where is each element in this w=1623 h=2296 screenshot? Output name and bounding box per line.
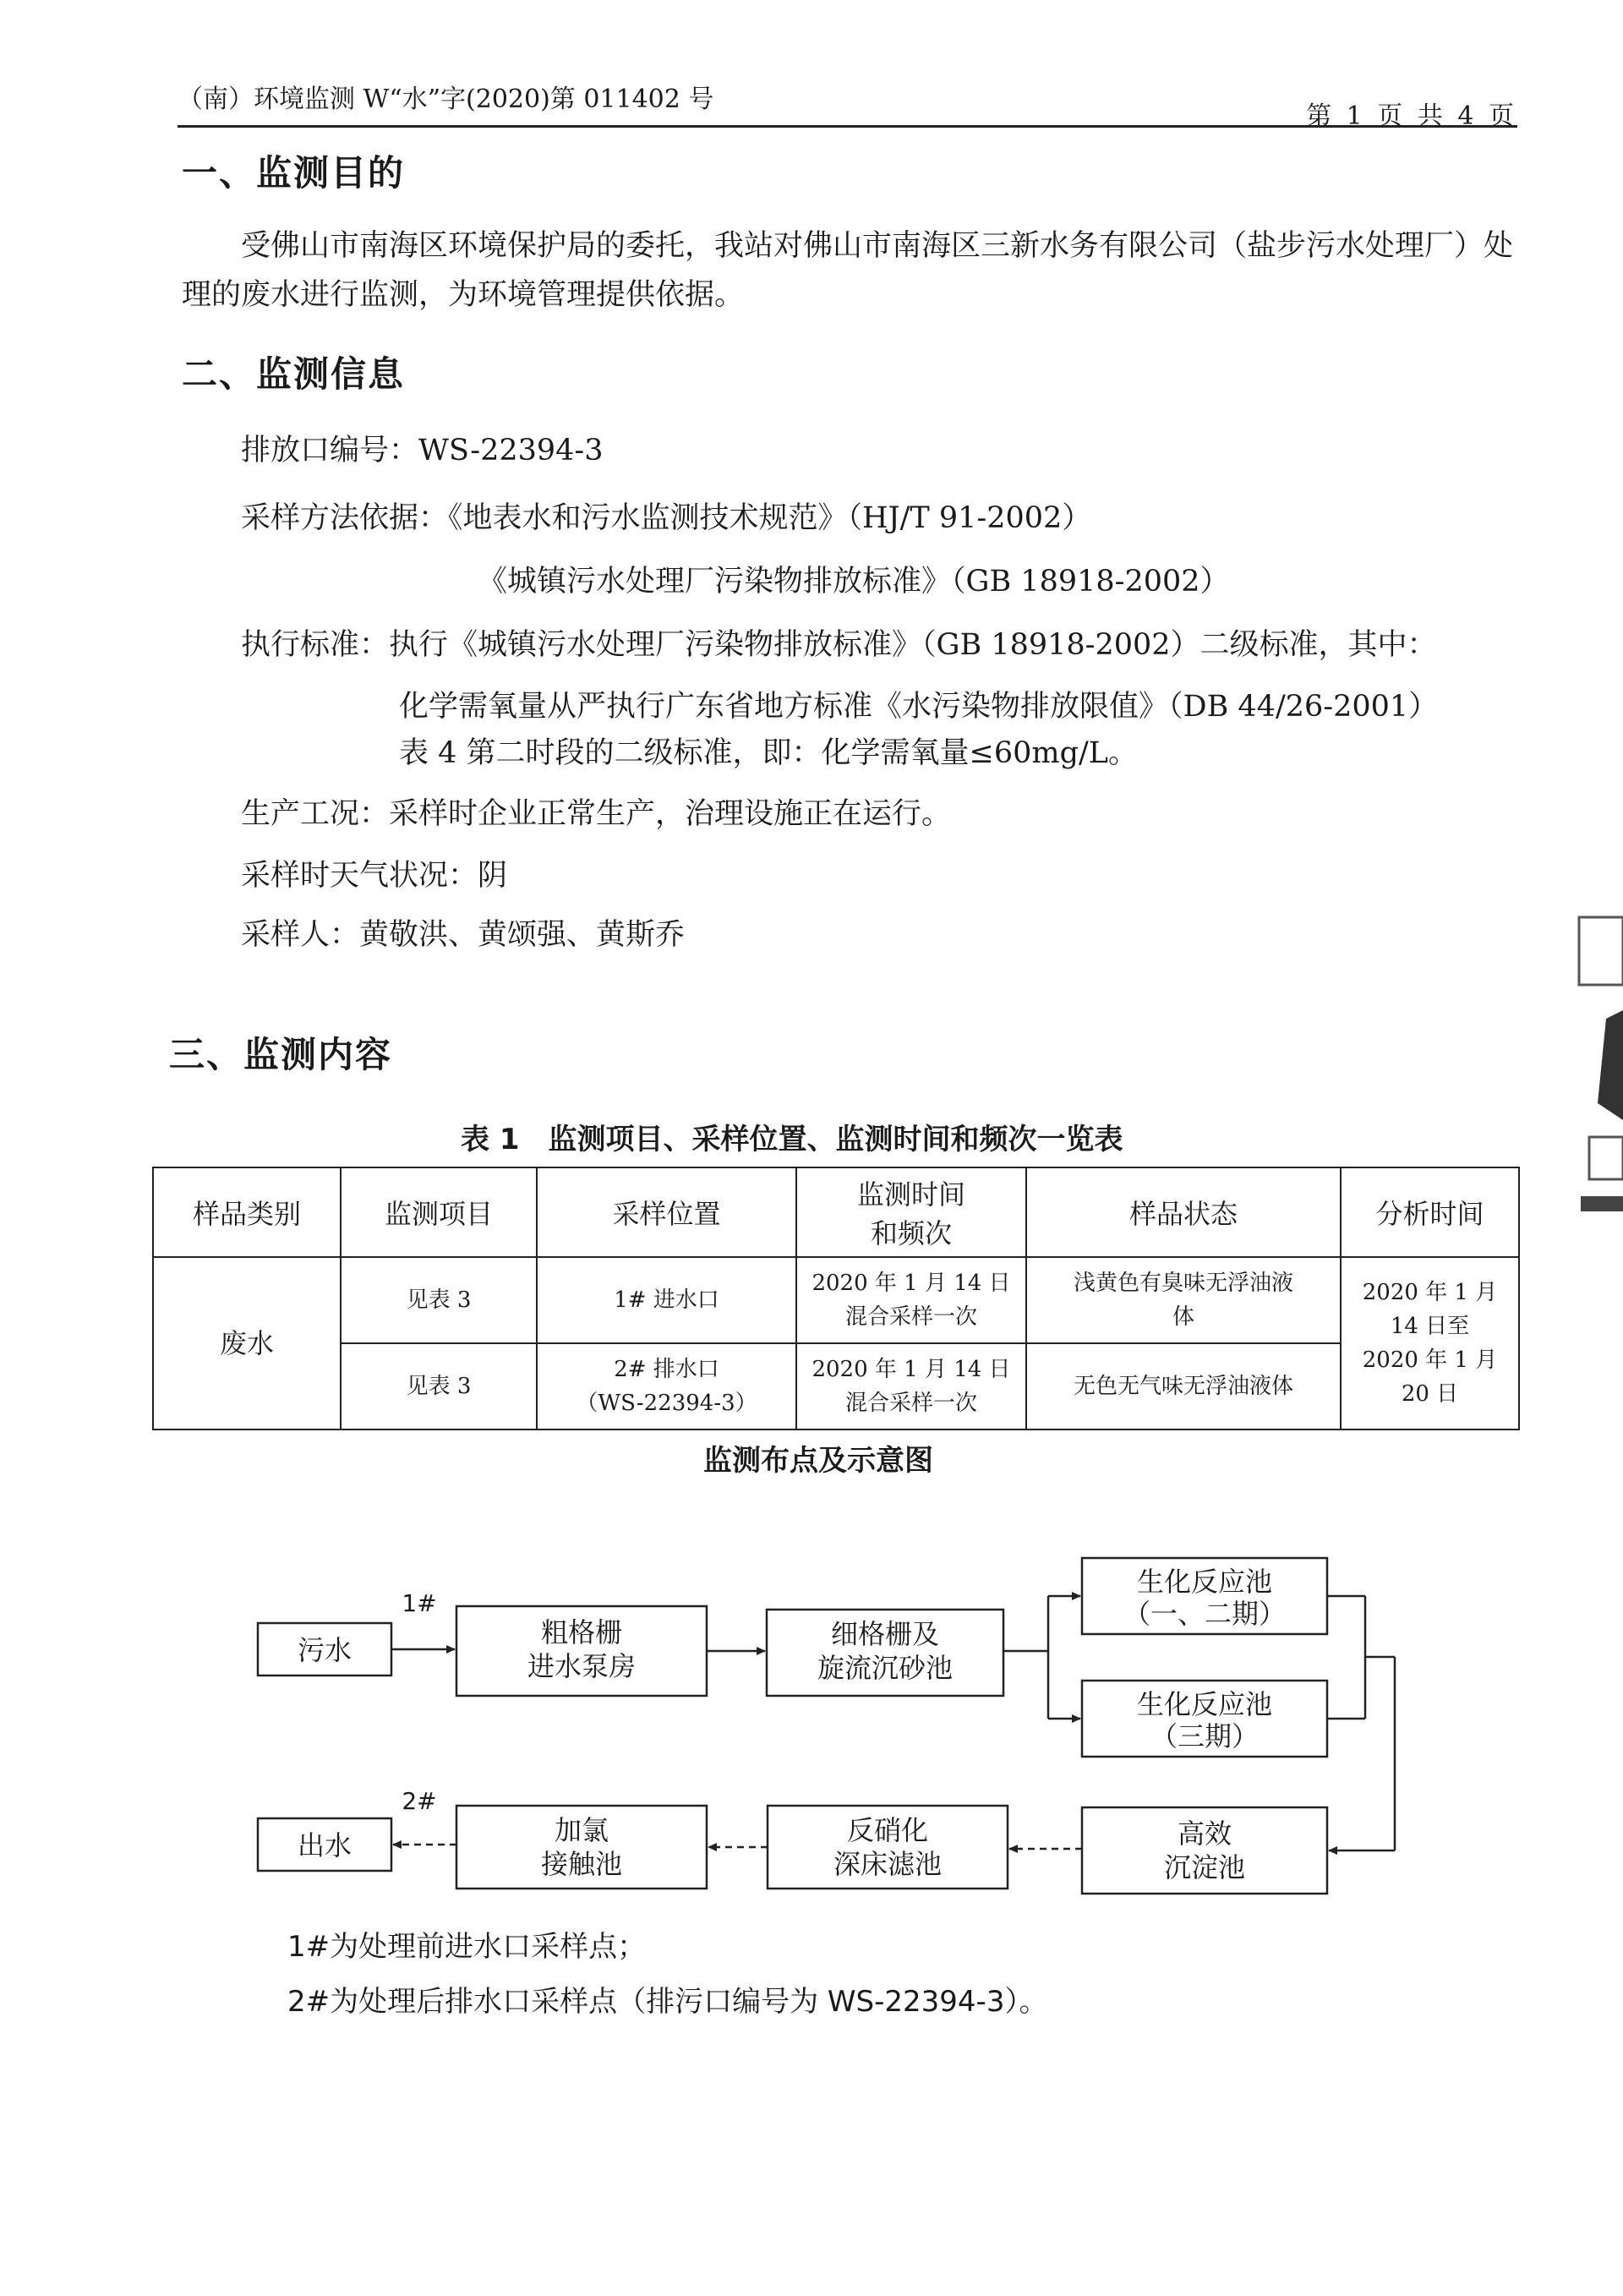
node-bio2-line1: 生化反应池 <box>1136 1688 1273 1720</box>
analysis-line1: 2020 年 1 月 14 日至 <box>1362 1280 1498 1339</box>
node-coarse-line1: 粗格栅 <box>540 1616 623 1648</box>
node-chlor-line1: 加氯 <box>554 1814 609 1846</box>
node-sewage: 污水 <box>297 1634 352 1666</box>
location-cell: 1# 进水口 <box>537 1257 796 1343</box>
standard-text-1: 执行《城镇污水处理厂污染物排放标准》（GB 18918-2002）二级标准，其中： <box>389 628 1437 662</box>
note-point-1: 1#为处理前进水口采样点； <box>287 1930 647 1964</box>
node-denit-line2: 深床滤池 <box>833 1848 943 1880</box>
section3-title: 三、监测内容 <box>169 1034 393 1075</box>
location-line1: 2# 排水口 <box>614 1357 719 1382</box>
node-bio1-line1: 生化反应池 <box>1136 1566 1273 1598</box>
header-location: 采样位置 <box>537 1167 796 1257</box>
header-category: 样品类别 <box>153 1167 341 1257</box>
sampling-basis-2: 《城镇污水处理厂污染物排放标准》（GB 18918-2002） <box>478 565 1230 599</box>
table-caption: 表 1 监测项目、采样位置、监测时间和频次一览表 <box>461 1123 1123 1156</box>
header-item: 监测项目 <box>341 1167 537 1257</box>
node-outflow: 出水 <box>297 1829 352 1861</box>
header-analysis-time: 分析时间 <box>1341 1167 1519 1257</box>
section1-title: 一、监测目的 <box>182 152 406 194</box>
state-cell: 无色无气味无浮油液体 <box>1026 1343 1341 1430</box>
node-bio2-line2: （三期） <box>1150 1720 1260 1752</box>
sampling-basis-1: 《地表水和污水监测技术规范》（HJ/T 91-2002） <box>448 501 1092 535</box>
note-point-2: 2#为处理后排水口采样点（排污口编号为 WS-22394-3）。 <box>287 1985 1048 2019</box>
time-line1: 2020 年 1 月 14 日 <box>812 1357 1011 1382</box>
location-line2: （WS-22394-3） <box>576 1391 757 1416</box>
section2-title: 二、监测信息 <box>182 353 406 395</box>
diagram-title: 监测布点及示意图 <box>703 1444 933 1478</box>
samplers-label: 采样人： <box>241 918 360 952</box>
samplers-value: 黄敬洪、黄颂强、黄斯乔 <box>359 918 686 952</box>
section1-body: 受佛山市南海区环境保护局的委托，我站对佛山市南海区三新水务有限公司（盐步污水处理厂）处理的废水进行监测，为环境管理提供依据。 <box>182 229 1514 312</box>
node-denit-line1: 反硝化 <box>846 1814 929 1846</box>
outlet-value: WS-22394-3 <box>418 434 604 467</box>
header-time-line2: 和频次 <box>870 1217 952 1249</box>
partial-seal-stamp-icon <box>1572 909 1623 1230</box>
weather-value: 阴 <box>478 859 508 893</box>
sampling-label: 采样方法依据： <box>241 501 449 535</box>
node-sed-line2: 沉淀池 <box>1163 1851 1246 1883</box>
state-line2: 体 <box>1172 1304 1194 1330</box>
node-fine-line2: 旋流沉砂池 <box>817 1652 954 1684</box>
page-indicator: 第 1 页 共 4 页 <box>1306 101 1517 131</box>
time-line2: 混合采样一次 <box>844 1391 977 1416</box>
point-1-label: 1# <box>402 1589 437 1617</box>
time-line2: 混合采样一次 <box>844 1304 977 1330</box>
node-chlor-line2: 接触池 <box>540 1848 623 1880</box>
point-2-label: 2# <box>402 1787 437 1815</box>
header-sample-state: 样品状态 <box>1026 1167 1341 1257</box>
header-time-line1: 监测时间 <box>856 1178 965 1211</box>
item-cell: 见表 3 <box>341 1343 537 1430</box>
production-value: 采样时企业正常生产，治理设施正在运行。 <box>389 797 952 831</box>
state-line1: 浅黄色有臭味无浮油液 <box>1073 1271 1293 1296</box>
document-number: （南）环境监测 W“水”字(2020)第 011402 号 <box>178 85 714 114</box>
standard-line-2: 化学需氧量从严执行广东省地方标准《水污染物排放限值》（DB 44/26-2001） <box>399 690 1439 724</box>
standard-label: 执行标准： <box>241 628 390 662</box>
category-cell: 废水 <box>153 1257 341 1430</box>
analysis-line2: 2020 年 1 月 20 日 <box>1362 1348 1498 1407</box>
outlet-label: 排放口编号： <box>241 434 419 467</box>
production-label: 生产工况： <box>241 797 390 831</box>
weather-label: 采样时天气状况： <box>241 859 478 893</box>
node-fine-line1: 细格栅及 <box>830 1618 940 1650</box>
item-cell: 见表 3 <box>341 1257 537 1343</box>
node-sed-line1: 高效 <box>1177 1818 1232 1850</box>
time-line1: 2020 年 1 月 14 日 <box>812 1271 1011 1296</box>
standard-line-3: 表 4 第二时段的二级标准，即：化学需氧量≤60mg/L。 <box>399 736 1139 770</box>
node-coarse-line2: 进水泵房 <box>527 1650 637 1682</box>
node-bio1-line2: （一、二期） <box>1123 1598 1287 1630</box>
